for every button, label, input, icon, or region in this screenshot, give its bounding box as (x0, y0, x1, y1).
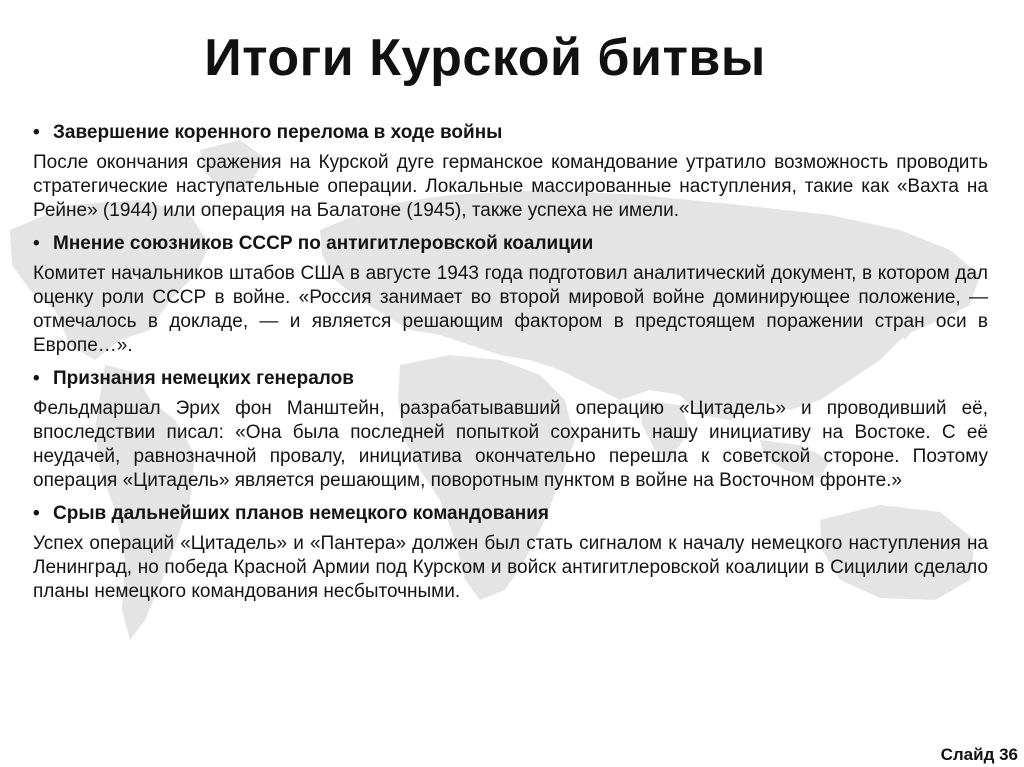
bullet-heading-2 (33, 232, 988, 256)
bullet-dot-icon: • (33, 122, 40, 143)
bullet-heading-text: Завершение коренного перелома в ходе войны (53, 122, 503, 143)
bullet-dot-icon: • (33, 368, 40, 389)
paragraph-3: Фельдмаршал Эрих фон Манштейн, разрабатывавший операцию «Цитадель» и проводивший её, впоследствии писал: «Она была последней попыткой сохранить нашу инициативу на Востоке. С её неудачей, равнозначной провалу, инициатива окончательно перешла к советской стороне. Поэтому операция «Цитадель» является решающим, поворотным пунктом в войне на Восточном фронте.» (33, 398, 988, 491)
slide-title: Итоги Курской битвы (204, 29, 766, 87)
bullet-heading-3 (33, 367, 988, 391)
paragraph-1: После окончания сражения на Курской дуге германское командование утратило возможность проводить стратегические наступательные операции. Локальные массированные наступления, такие как «Вахта на Рейне» (1944) или операция на Балатоне (1945), также успеха не имели. (33, 152, 988, 221)
slide-content (33, 121, 988, 613)
bullet-heading-text: Признания немецких генералов (53, 368, 354, 389)
bullet-dot-icon: • (33, 233, 40, 254)
bullet-heading-text: Срыв дальнейших планов немецкого командования (53, 503, 550, 524)
paragraph-2: Комитет начальников штабов США в августе 1943 года подготовил аналитический документ, в котором дал оценку роли СССР в войне. «Россия занимает во второй мировой войне доминирующее положение, — отмечалось в докладе, — и является решающим фактором в предстоящем поражении стран оси в Европе…». (33, 263, 988, 356)
slide-number: Слайд 36 (940, 745, 1018, 764)
paragraph-4: Успех операций «Цитадель» и «Пантера» должен был стать сигналом к началу немецкого наступления на Ленинград, но победа Красной Армии под Курском и войск антигитлеровской коалиции в Сицилии сделало планы немецкого командования несбыточными. (33, 533, 988, 602)
bullet-heading-4 (33, 502, 988, 526)
bullet-heading-1 (33, 121, 988, 145)
bullet-dot-icon: • (33, 503, 40, 524)
bullet-heading-text: Мнение союзников СССР по антигитлеровской коалиции (53, 233, 594, 254)
